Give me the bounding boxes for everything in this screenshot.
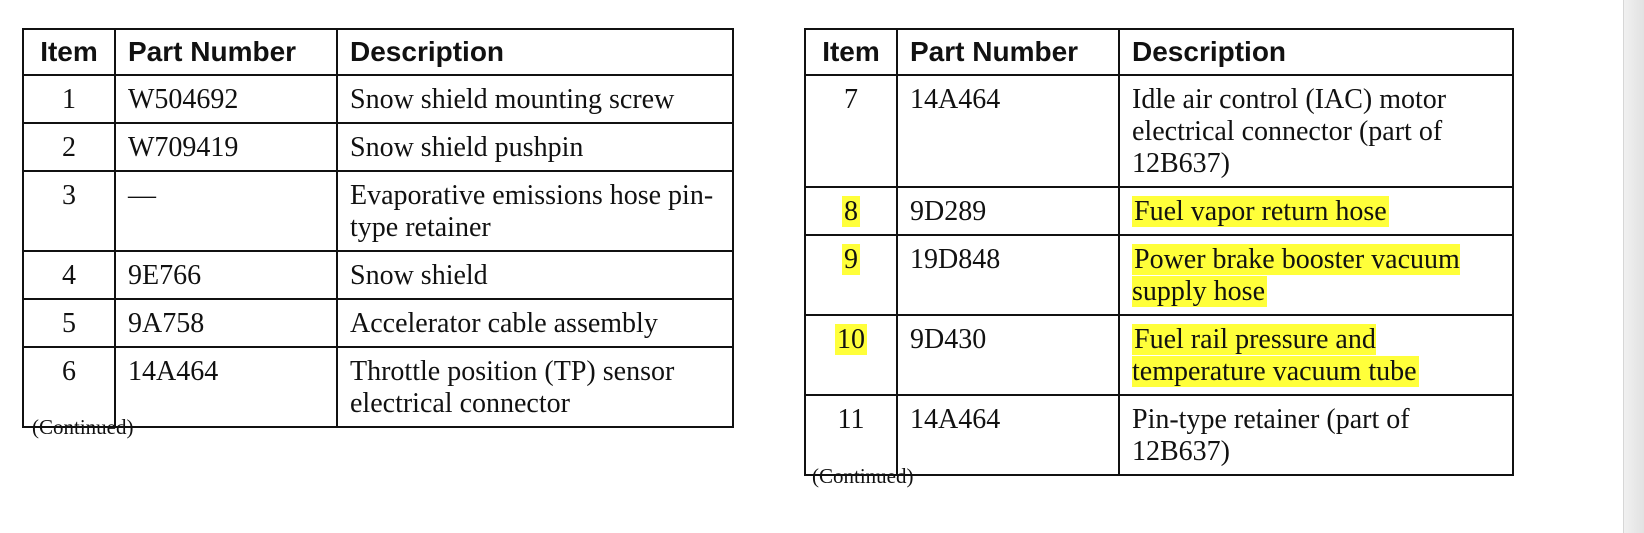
table-row (805, 187, 1513, 235)
parts-table-left (22, 28, 734, 428)
table-body-left (23, 75, 733, 427)
description-cell-text: Evaporative emissions hose pin-type retainer (350, 180, 714, 243)
part-number-cell-text: 14A464 (910, 404, 1001, 435)
item-cell-text: 5 (62, 308, 76, 339)
item-cell-text: 10 (837, 324, 865, 355)
item-cell-text: 2 (62, 132, 76, 163)
description-cell (1119, 235, 1513, 315)
part-number-cell (897, 75, 1119, 187)
description-cell-text: Power brake booster vacuum supply hose (1132, 244, 1460, 307)
item-cell (23, 123, 115, 171)
description-cell-text: Snow shield pushpin (350, 132, 584, 163)
description-cell-text: Fuel vapor return hose (1134, 196, 1387, 227)
header-item: Item (23, 29, 115, 75)
part-number-cell (115, 171, 337, 251)
item-cell-text: 6 (62, 356, 76, 387)
table-row (23, 171, 733, 251)
item-cell-text: 7 (844, 84, 858, 115)
description-cell-text: Throttle position (TP) sensor electrical connector (350, 356, 675, 419)
part-number-cell-text: 19D848 (910, 244, 1001, 275)
description-cell (337, 171, 733, 251)
description-cell-text: Snow shield (350, 260, 488, 291)
part-number-cell (115, 123, 337, 171)
continued-note-right: (Continued) (812, 464, 914, 488)
item-cell-text: 4 (62, 260, 76, 291)
table-row (805, 235, 1513, 315)
table-body-right (805, 75, 1513, 475)
part-number-cell-text: 9D289 (910, 196, 987, 227)
item-cell-text: 8 (844, 196, 858, 227)
description-cell (337, 251, 733, 299)
table-row (23, 75, 733, 123)
part-number-cell (115, 299, 337, 347)
part-number-cell-text: 14A464 (128, 356, 219, 387)
header-item: Item (805, 29, 897, 75)
part-number-cell (897, 315, 1119, 395)
part-number-cell-text: 9D430 (910, 324, 987, 355)
description-cell (337, 75, 733, 123)
header-part-number: Part Number (897, 29, 1119, 75)
table-row (805, 315, 1513, 395)
part-number-cell (115, 347, 337, 427)
header-description: Description (1119, 29, 1513, 75)
part-number-cell (897, 395, 1119, 475)
header-row (23, 29, 733, 75)
part-number-cell-text: W504692 (128, 84, 239, 115)
header-description: Description (337, 29, 733, 75)
description-cell-text: Snow shield mounting screw (350, 84, 675, 115)
parts-table-right (804, 28, 1514, 476)
item-cell-text: 1 (62, 84, 76, 115)
description-cell-text: Accelerator cable assembly (350, 308, 658, 339)
item-cell-text: 3 (62, 180, 76, 211)
description-cell (337, 299, 733, 347)
item-cell (805, 187, 897, 235)
part-number-cell (115, 251, 337, 299)
table-row (23, 123, 733, 171)
header-part-number: Part Number (115, 29, 337, 75)
part-number-cell (897, 187, 1119, 235)
item-cell (805, 395, 897, 475)
description-cell-text: Idle air control (IAC) motor electrical connector (part of 12B637) (1132, 84, 1447, 179)
scrollbar[interactable] (1623, 0, 1644, 533)
part-number-cell-text: 9E766 (128, 260, 202, 291)
part-number-cell-text: — (128, 180, 156, 211)
part-number-cell (897, 235, 1119, 315)
item-cell (805, 235, 897, 315)
item-cell (23, 171, 115, 251)
description-cell-text: Fuel rail pressure and temperature vacuum tube (1132, 324, 1417, 387)
table-row (23, 299, 733, 347)
item-cell-text: 9 (844, 244, 858, 275)
item-cell (805, 75, 897, 187)
description-cell (1119, 75, 1513, 187)
description-cell (337, 123, 733, 171)
item-cell (23, 75, 115, 123)
part-number-cell-text: 14A464 (910, 84, 1001, 115)
continued-note-left: (Continued) (32, 415, 134, 439)
part-number-cell-text: 9A758 (128, 308, 205, 339)
part-number-cell (115, 75, 337, 123)
description-cell-text: Pin-type retainer (part of 12B637) (1132, 404, 1410, 467)
item-cell (23, 299, 115, 347)
table-row (805, 75, 1513, 187)
description-cell (1119, 187, 1513, 235)
item-cell (23, 251, 115, 299)
table-row (23, 251, 733, 299)
part-number-cell-text: W709419 (128, 132, 239, 163)
item-cell-text: 11 (837, 404, 865, 435)
description-cell (1119, 315, 1513, 395)
description-cell (337, 347, 733, 427)
description-cell (1119, 395, 1513, 475)
table-row (805, 395, 1513, 475)
header-row (805, 29, 1513, 75)
item-cell (805, 315, 897, 395)
